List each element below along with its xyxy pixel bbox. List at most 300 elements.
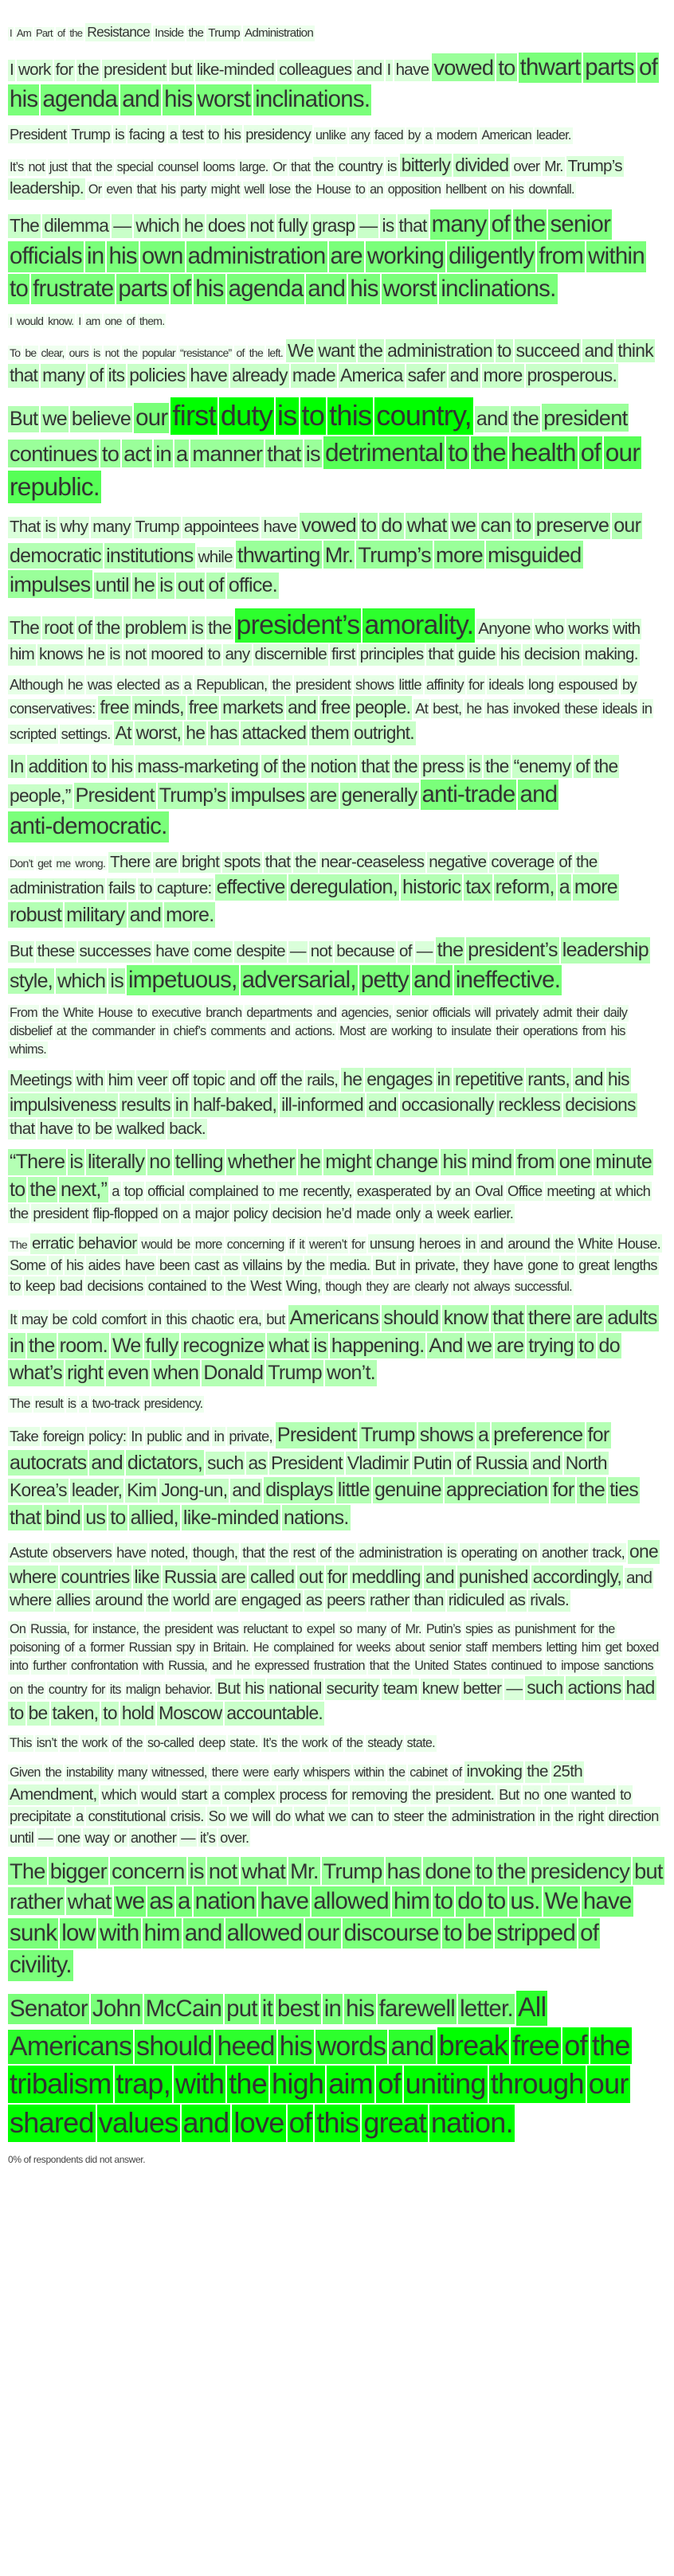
highlighted-word: worst <box>382 274 438 304</box>
highlighted-word: free <box>511 2027 561 2065</box>
highlighted-word: in <box>154 440 173 467</box>
highlighted-word: for <box>72 1621 89 1638</box>
highlighted-word: is <box>108 968 125 995</box>
highlighted-word: a <box>169 125 178 143</box>
highlighted-word: recognize <box>181 1333 265 1359</box>
highlighted-word: mass-marketing <box>135 755 260 779</box>
paragraph <box>8 936 668 996</box>
highlighted-word: half-baked, <box>191 1093 278 1117</box>
highlight-segment <box>8 1995 516 2022</box>
highlighted-word: leadership. <box>8 178 85 200</box>
highlighted-word: is <box>190 616 205 640</box>
highlighted-word: one <box>104 314 122 327</box>
highlighted-word: West <box>250 1277 281 1295</box>
highlighted-word: values <box>97 2105 180 2142</box>
highlighted-word: left. <box>268 346 284 359</box>
highlighted-word: the <box>577 1477 606 1503</box>
highlighted-word: special <box>116 159 155 176</box>
highlighted-word: been <box>159 1257 190 1274</box>
highlight-segment <box>8 1544 628 1562</box>
highlighted-word: which <box>615 1182 651 1199</box>
highlighted-word: is <box>312 1333 328 1359</box>
highlighted-word: of <box>88 364 105 388</box>
highlighted-word: — <box>181 1828 195 1846</box>
article-title <box>8 22 668 42</box>
highlighted-word: of <box>50 1257 62 1274</box>
highlighted-word: to <box>206 644 222 666</box>
highlighted-word: more <box>573 874 619 901</box>
highlighted-word: to <box>207 125 219 143</box>
highlighted-word: We <box>286 339 315 363</box>
highlighted-word: the <box>496 1857 527 1885</box>
highlighted-word: foreign <box>42 1428 84 1445</box>
highlighted-word: from <box>581 1023 608 1040</box>
highlighted-word: adults <box>605 1305 658 1331</box>
highlighted-word: by <box>621 676 637 694</box>
highlighted-word: allowed <box>312 1886 390 1917</box>
highlighted-word: effective <box>215 874 287 901</box>
highlighted-word: former <box>88 1640 125 1656</box>
highlighted-word: believe <box>70 406 132 432</box>
highlighted-word: I <box>8 60 15 81</box>
paragraph <box>8 124 668 145</box>
highlighted-word: in <box>323 1994 343 2024</box>
highlighted-word: as <box>246 1452 268 1476</box>
highlighted-word: a <box>75 1808 84 1825</box>
highlighted-word: as <box>304 1590 323 1612</box>
highlighted-word: week <box>437 1205 469 1222</box>
highlighted-word: petty <box>359 965 410 995</box>
highlighted-word: even <box>104 182 133 198</box>
highlighted-word: an <box>368 182 385 198</box>
highlighted-word: Take <box>10 1428 38 1445</box>
highlight-segment <box>94 574 281 597</box>
highlighted-word: displays <box>264 1477 335 1503</box>
highlighted-word: walked <box>115 1119 166 1140</box>
paragraph <box>8 1233 668 1297</box>
highlighted-word: he <box>132 573 156 599</box>
highlighted-word: 25th <box>551 1761 584 1783</box>
highlight-segment <box>8 1737 438 1750</box>
highlighted-word: But <box>499 1785 519 1803</box>
highlighted-word: our <box>604 436 642 469</box>
highlighted-word: to <box>263 1182 274 1199</box>
highlight-segment <box>8 1071 341 1090</box>
highlighted-word: and <box>582 339 614 363</box>
highlighted-word: stripped <box>495 1918 577 1949</box>
highlight-segment <box>8 215 430 236</box>
paragraph <box>8 1004 668 1059</box>
highlighted-word: the <box>511 406 540 432</box>
highlighted-word: rants, <box>526 1068 571 1092</box>
paragraph <box>8 52 668 115</box>
highlighted-word: nations. <box>282 1505 351 1531</box>
article-body <box>8 52 668 2143</box>
highlighted-word: successes <box>78 941 153 963</box>
highlighted-word: his <box>348 274 379 304</box>
highlighted-word: Republican, <box>196 676 268 694</box>
highlighted-word: major <box>194 1205 229 1222</box>
highlighted-word: we <box>450 513 478 539</box>
highlighted-word: parts <box>116 274 169 304</box>
highlighted-word: work <box>80 1735 108 1752</box>
highlighted-word: the <box>142 1621 161 1638</box>
highlighted-word: us. <box>509 1886 542 1917</box>
highlighted-word: the <box>41 1005 60 1022</box>
highlighted-word: Resistance <box>87 24 151 40</box>
highlighted-word: to <box>108 1505 127 1531</box>
highlighted-word: thwarting <box>236 541 322 569</box>
highlighted-word: Anyone <box>476 619 532 640</box>
highlighted-word: rest <box>292 1544 315 1562</box>
highlighted-word: meddling <box>350 1566 422 1589</box>
highlighted-word: allies <box>55 1590 92 1612</box>
highlighted-word: of <box>557 852 573 874</box>
highlighted-word: I <box>78 314 81 327</box>
highlighted-word: what <box>406 513 449 539</box>
highlighted-word: deep <box>197 1735 226 1752</box>
highlighted-word: these <box>36 941 76 963</box>
highlighted-word: like-minded <box>182 1505 280 1531</box>
highlighted-word: policy <box>233 1205 268 1222</box>
highlighted-word: President <box>269 1452 344 1476</box>
highlighted-word: for <box>326 1566 348 1589</box>
highlighted-word: low <box>60 1918 96 1949</box>
highlighted-word: is <box>115 125 124 143</box>
highlighted-word: misguided <box>486 541 582 569</box>
highlighted-word: and <box>182 2105 231 2142</box>
highlight-segment <box>8 408 134 431</box>
highlighted-word: opposition <box>386 182 443 198</box>
highlighted-word: reluctant <box>241 1621 289 1638</box>
highlighted-word: So <box>208 1808 225 1825</box>
highlighted-word: vowed <box>432 53 495 81</box>
highlight-segment <box>432 55 518 80</box>
highlighted-word: crisis. <box>170 1808 204 1825</box>
paragraph <box>8 608 668 667</box>
highlighted-word: and <box>573 1068 605 1092</box>
highlighted-word: why <box>59 517 89 538</box>
highlighted-word: the <box>392 1658 411 1675</box>
highlighted-word: him <box>580 1640 602 1656</box>
highlighted-word: popular <box>142 346 175 359</box>
highlighted-word: while <box>197 547 234 569</box>
highlighted-word: From <box>8 1005 39 1022</box>
highlighted-word: parts <box>583 53 636 83</box>
highlighted-word: was <box>216 1621 241 1638</box>
paragraph <box>8 1539 668 1612</box>
highlighted-word: another <box>542 1544 588 1562</box>
highlighted-word: to <box>433 1886 454 1917</box>
highlighted-word: “enemy <box>512 755 573 779</box>
highlighted-word: expel <box>305 1621 336 1638</box>
highlighted-word: me <box>278 1182 299 1199</box>
highlighted-word: of <box>579 436 602 469</box>
highlighted-word: shows <box>355 676 394 694</box>
highlighted-word: Trump’s <box>356 541 433 569</box>
highlighted-word: party <box>178 182 207 198</box>
highlighted-word: his <box>8 84 39 115</box>
highlighted-word: with <box>98 1918 140 1949</box>
highlighted-word: concern <box>110 1857 186 1885</box>
highlighted-word: have <box>189 364 229 388</box>
highlighted-word: put <box>225 1994 259 2024</box>
highlighted-word: his <box>194 274 225 304</box>
highlighted-word: accordingly, <box>531 1566 623 1589</box>
highlighted-word: do <box>456 1886 484 1917</box>
highlighted-word: top <box>123 1182 143 1199</box>
highlighted-word: within <box>586 241 646 272</box>
highlighted-word: leadership <box>561 937 650 964</box>
highlighted-word: Although <box>10 676 63 694</box>
highlighted-word: military <box>65 902 126 928</box>
highlighted-word: safer <box>406 364 447 388</box>
highlighted-word: were <box>241 1765 270 1781</box>
highlighted-word: observers <box>52 1544 112 1562</box>
highlighted-word: wanted <box>571 1785 616 1803</box>
highlighted-word: this <box>327 397 373 435</box>
highlighted-word: media. <box>329 1257 370 1274</box>
highlighted-word: decisions <box>87 1277 143 1295</box>
paragraph <box>8 1620 668 1726</box>
highlighted-word: to <box>620 1785 632 1803</box>
highlighted-word: operating <box>460 1544 518 1562</box>
highlighted-word: is <box>66 1396 77 1413</box>
highlighted-word: which <box>101 1785 136 1803</box>
highlighted-word: that <box>264 852 292 874</box>
highlighted-word: knew <box>421 1679 460 1700</box>
highlighted-word: republic. <box>8 471 101 503</box>
highlighted-word: president <box>163 1621 214 1638</box>
highlighted-word: any <box>349 127 371 144</box>
highlighted-word: ours <box>69 346 89 359</box>
highlighted-word: can <box>479 513 512 539</box>
highlighted-word: dilemma <box>42 214 110 238</box>
highlighted-word: public <box>147 1428 182 1445</box>
highlighted-word: to <box>378 1808 389 1825</box>
paragraph <box>8 153 668 201</box>
highlighted-word: private, <box>229 1428 272 1445</box>
highlighted-word: weren’t <box>308 1237 348 1253</box>
highlighted-word: that <box>426 644 454 666</box>
highlighted-word: admit <box>542 1005 574 1022</box>
highlighted-word: to <box>562 1257 574 1274</box>
highlighted-word: to <box>8 1702 25 1726</box>
highlighted-word: aides <box>88 1257 120 1274</box>
highlighted-word: of <box>490 209 511 240</box>
highlighted-word: security <box>325 1679 380 1700</box>
highlighted-word: shared <box>8 2105 96 2142</box>
highlighted-word: adversarial, <box>241 965 358 995</box>
highlighted-word: the <box>593 755 620 779</box>
highlighted-word: and <box>424 1566 456 1589</box>
highlighted-word: of <box>288 2105 314 2142</box>
highlighted-word: he’d <box>326 1205 352 1222</box>
highlighted-word: the <box>69 1023 88 1040</box>
highlighted-word: America <box>339 364 405 388</box>
highlighted-word: privately <box>494 1005 540 1022</box>
highlighted-word: Don’t <box>10 856 33 870</box>
highlight-segment <box>30 1233 139 1253</box>
highlighted-word: House. <box>617 1234 660 1252</box>
highlighted-word: room. <box>58 1333 109 1359</box>
paragraph <box>8 1148 668 1224</box>
highlighted-word: of <box>63 1640 76 1656</box>
highlighted-word: private, <box>414 1257 459 1274</box>
highlighted-word: this <box>166 1311 187 1328</box>
highlighted-word: his <box>441 1149 468 1175</box>
highlighted-word: it <box>261 1994 274 2024</box>
highlighted-word: to <box>135 1005 148 1022</box>
highlighted-word: unsung <box>369 1234 414 1252</box>
highlighted-word: people. <box>353 696 412 720</box>
highlighted-word: President <box>10 125 67 143</box>
highlighted-word: and <box>531 1452 562 1476</box>
highlighted-word: unlike <box>314 127 347 144</box>
highlighted-word: officials <box>431 1005 472 1022</box>
highlighted-word: to <box>354 182 366 198</box>
highlighted-word: — <box>38 1828 53 1846</box>
highlighted-word: chief’s <box>172 1023 208 1040</box>
highlighted-word: the <box>146 1590 170 1612</box>
highlight-segment <box>8 942 436 961</box>
highlight-segment <box>8 26 85 40</box>
highlighted-word: inclinations. <box>253 84 371 115</box>
highlighted-word: the <box>249 346 264 359</box>
highlighted-word: to <box>485 1886 507 1917</box>
highlighted-word: the <box>269 1544 288 1562</box>
highlighted-word: are <box>219 1566 247 1589</box>
highlighted-word: impose <box>559 1658 601 1675</box>
highlighted-word: Mr. <box>288 1857 320 1885</box>
highlighted-word: have <box>124 1257 155 1274</box>
highlighted-word: agenda <box>227 274 305 304</box>
highlighted-word: happening. <box>330 1333 426 1359</box>
highlighted-word: that <box>368 1658 390 1675</box>
highlighted-word: Jong-un, <box>159 1479 229 1503</box>
highlighted-word: with <box>75 1070 105 1092</box>
highlighted-word: result <box>33 1396 65 1413</box>
highlighted-word: addition <box>27 755 89 779</box>
highlighted-word: will <box>473 1005 492 1022</box>
highlighted-word: president. <box>435 1785 495 1803</box>
highlighted-word: free <box>319 696 351 720</box>
highlighted-word: him <box>8 644 36 666</box>
highlighted-word: downfall. <box>527 182 575 198</box>
highlighted-word: that <box>289 159 312 176</box>
highlighted-word: through <box>489 2066 586 2103</box>
highlighted-word: taken, <box>51 1702 100 1726</box>
highlighted-word: knows <box>37 644 84 666</box>
highlighted-word: not <box>123 644 147 666</box>
highlighted-word: want <box>316 339 355 363</box>
highlighted-word: always <box>472 1279 511 1296</box>
highlighted-word: the <box>345 1735 364 1752</box>
highlighted-word: no <box>523 1785 539 1803</box>
highlighted-word: off <box>258 1070 277 1092</box>
highlight-segment <box>85 26 153 40</box>
highlighted-word: and <box>625 1568 653 1589</box>
highlighted-word: is <box>386 157 397 174</box>
highlighted-word: problem <box>123 616 188 640</box>
highlighted-word: more. <box>164 902 215 928</box>
highlighted-word: gone <box>527 1257 558 1274</box>
highlighted-word: on <box>522 1544 538 1562</box>
highlighted-word: keep <box>25 1277 55 1295</box>
highlighted-word: espoused <box>558 676 617 694</box>
highlighted-word: anti-trade <box>421 780 517 810</box>
highlighted-word: many <box>91 517 131 538</box>
highlighted-word: The <box>8 214 41 238</box>
highlighted-word: even <box>106 1360 150 1386</box>
highlighted-word: to <box>496 53 516 81</box>
highlighted-word: best, <box>433 700 462 717</box>
highlighted-word: — <box>288 941 308 963</box>
highlighted-word: he <box>182 214 205 238</box>
highlighted-word: would <box>139 1237 174 1253</box>
highlighted-word: would <box>140 1785 177 1803</box>
highlighted-word: nation <box>194 1886 257 1917</box>
highlighted-word: noted, <box>151 1544 188 1562</box>
highlighted-word: than <box>412 1590 445 1612</box>
highlight-segment <box>8 346 286 360</box>
highlighted-word: by <box>287 1257 302 1274</box>
highlighted-word: for <box>54 60 75 81</box>
highlighted-word: already <box>230 364 289 388</box>
highlighted-word: engages <box>365 1068 433 1092</box>
highlighted-word: that <box>70 159 92 176</box>
highlighted-word: until <box>94 573 131 599</box>
highlighted-word: generally <box>340 783 419 809</box>
highlighted-word: “resistance” <box>179 346 232 359</box>
highlighted-word: negative <box>427 852 488 874</box>
highlighted-word: in <box>158 1023 170 1040</box>
highlighted-word: get <box>604 1640 623 1656</box>
highlighted-word: be <box>25 346 37 359</box>
highlighted-word: invoked <box>512 700 560 717</box>
highlighted-word: contained <box>147 1277 206 1295</box>
highlighted-word: Or <box>272 159 288 176</box>
highlighted-word: North <box>564 1452 609 1476</box>
highlighted-word: would <box>17 314 44 327</box>
highlighted-word: such <box>206 1452 245 1476</box>
highlighted-word: spy <box>174 1640 196 1656</box>
highlighted-word: hold <box>120 1702 155 1726</box>
highlighted-word: lose <box>268 182 292 198</box>
highlighted-word: until <box>10 1828 34 1846</box>
highlighted-word: of <box>574 755 591 779</box>
highlighted-word: he <box>184 721 206 745</box>
paragraph <box>8 1856 668 1982</box>
highlighted-word: and <box>389 2030 435 2065</box>
highlighted-word: are <box>391 1279 411 1296</box>
highlighted-word: are <box>213 1590 238 1612</box>
highlighted-word: president’s <box>466 937 559 964</box>
highlighted-word: many <box>41 364 86 388</box>
highlighted-word: instance, <box>91 1621 140 1638</box>
highlighted-word: of <box>637 53 659 83</box>
highlighted-word: not <box>27 159 46 176</box>
highlighted-word: well <box>243 182 266 198</box>
highlighted-word: they <box>365 1279 390 1296</box>
highlight-segment <box>74 784 421 807</box>
highlighted-word: witnessed, <box>150 1765 208 1781</box>
highlighted-word: the <box>76 60 100 81</box>
highlighted-word: have <box>154 941 190 963</box>
highlighted-word: concerning <box>225 1237 286 1253</box>
highlighted-word: conservatives: <box>10 700 96 717</box>
highlighted-word: House <box>315 182 352 198</box>
